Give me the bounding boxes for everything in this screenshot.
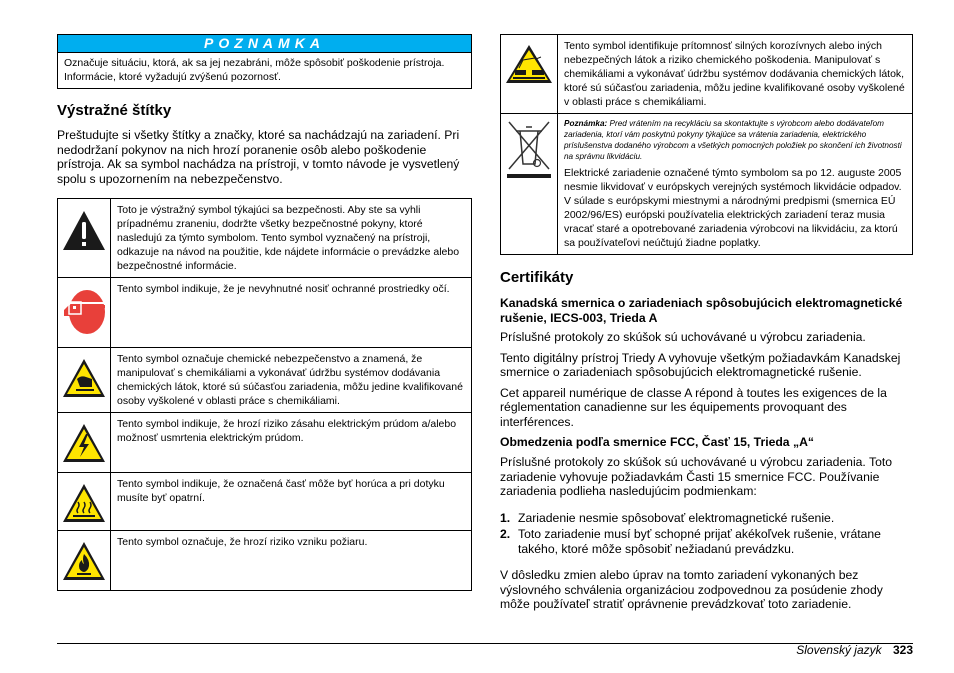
symbol-icon-cell	[58, 348, 111, 413]
page-footer	[796, 643, 913, 657]
canada-p1: Príslušné protokoly zo skúšok sú uchovávané u výrobcu zariadenia.	[500, 330, 866, 344]
symbol-row	[58, 413, 472, 473]
symbol-description: Tento symbol indikuje, že je nevyhnutné nosiť ochranné prostriedky očí.	[111, 278, 472, 348]
page-number: 323	[892, 643, 913, 657]
footer-divider	[57, 643, 913, 644]
left-column	[57, 34, 472, 591]
symbol-row	[58, 531, 472, 591]
hot-surface-icon	[61, 482, 107, 524]
warning-labels-intro: Preštudujte si všetky štítky a značky, ktoré sa nachádzajú na zariadení. Pri nedodržaní pokynov na nich hrozí poranenie osôb alebo poškodenie prístroja. Ak sa symbol nachádza na prístroji, v tomto návode je vysvetlený spolu s upozornením na nebezpečenstvo.	[57, 128, 460, 186]
symbol-row	[58, 278, 472, 348]
corrosive-icon	[504, 43, 554, 85]
canada-p3: Cet appareil numérique de classe A répond à toutes les exigences de la réglementation canadienne sur les équipements provoquant des interférences.	[500, 385, 887, 429]
fcc-heading: Obmedzenia podľa smernice FCC, Časť 15, Trieda „A“	[500, 435, 814, 449]
condition-number: 2.	[500, 527, 511, 541]
symbol-description: Tento symbol označuje, že hrozí riziko vzniku požiaru.	[111, 531, 472, 591]
fcc-p1: Príslušné protokoly zo skúšok sú uchovávané u výrobcu zariadenia. Toto zariadenie vyhovuje požiadavkám Časti 15 smernice FCC. Používanie zariadenia podlieha nasledujúcim podmienkam:	[500, 455, 893, 498]
disposal-symbols-table	[500, 34, 913, 255]
notice-box	[57, 34, 472, 89]
electric-shock-icon	[61, 422, 107, 464]
weee-cell	[558, 114, 913, 255]
canada-p2: Tento digitálny prístroj Triedy A vyhovuje všetkým požiadavkám Kanadskej smernice o zariadeniach spôsobujúcich elektromagnetické rušenie.	[500, 350, 901, 379]
symbol-description: Tento symbol indikuje, že označená časť môže byť horúca a pri dotyku musíte byť opatrní.	[111, 473, 472, 531]
symbol-icon-cell	[58, 473, 111, 531]
warning-labels-heading: Výstražné štítky	[57, 102, 172, 119]
condition-text: Toto zariadenie musí byť schopné prijať akékoľvek rušenie, vrátane takého, ktoré môže spôsobiť nežiadanú prevádzku.	[518, 527, 881, 556]
chemical-hazard-icon	[61, 357, 107, 399]
condition-number: 1.	[500, 510, 511, 525]
certificates-heading: Certifikáty	[500, 269, 574, 286]
symbol-icon-cell	[501, 114, 558, 255]
safety-alert-icon	[61, 209, 107, 253]
weee-description: Elektrické zariadenie označené týmto symbolom sa po 12. auguste 2005 nesmie likvidovať v európskych verejných systémoch likvidácie odpadov. V súlade s európskymi miestnymi a národnými predpismi (smernica EÚ 2002/96/ES) európski používatelia elektrických zariadení teraz musia vracať staré a opotrebované zariadenia výrobcovi na likvidáciu, za ktorú sa používateľovi neúčtujú žiadne poplatky.	[564, 167, 902, 249]
symbol-description: Tento symbol indikuje, že hrozí riziko zásahu elektrickým prúdom a/alebo možnosť usmrtenia elektrickým prúdom.	[111, 413, 472, 473]
symbol-description: Tento symbol identifikuje prítomnosť silných korozívnych alebo iných nebezpečných látok a riziko chemického poškodenia. Manipulovať s chemikáliami a vykonávať údržbu systémov dodávania chemických látok, ktoré sú súčasťou zariadenia, môžu jedine kvalifikované osoby vyškolené v oblasti práce s chemikáliami.	[558, 35, 913, 114]
symbol-description: Toto je výstražný symbol týkajúci sa bezpečnosti. Aby ste sa vyhli prípadnému zraneniu, dodržte všetky bezpečnostné pokyny, ktoré nasledujú za týmto symbolom. Tento symbol vyznačený na prístroji, odkazuje na návod na použitie, kde nájdete informácie o prevádzke alebo bezpečnostné informácie.	[111, 199, 472, 278]
right-column	[500, 34, 913, 612]
symbol-row	[58, 348, 472, 413]
symbol-row	[58, 199, 472, 278]
condition-item	[500, 527, 913, 556]
symbol-icon-cell	[58, 413, 111, 473]
note-label: Poznámka:	[564, 119, 608, 128]
notice-text: Označuje situáciu, ktorá, ak sa jej nezabráni, môže spôsobiť poškodenie prístroja. Informácie, ktoré vyžadujú zvýšenú pozornosť.	[64, 57, 445, 83]
recycling-note	[564, 118, 906, 162]
symbol-icon-cell	[58, 531, 111, 591]
symbol-icon-cell	[501, 35, 558, 114]
fire-hazard-icon	[61, 540, 107, 582]
symbol-description: Tento symbol označuje chemické nebezpečenstvo a znamená, že manipulovať s chemikáliami a vykonávať údržbu systémov dodávania chemických látok, ktoré sú súčasťou zariadenia, môžu jedine kvalifikované osoby vyškolené v oblasti práce s chemikáliami.	[111, 348, 472, 413]
symbol-row	[501, 114, 913, 255]
notice-title: POZNAMKA	[58, 35, 471, 53]
symbol-icon-cell	[58, 278, 111, 348]
condition-item	[500, 511, 913, 526]
crossed-bin-icon	[504, 119, 554, 181]
note-text: Pred vrátením na recykláciu sa skontaktujte s výrobcom alebo dodávateľom zariadenia, ktorí vám poskytnú pokyny týkajúce sa vrátenia zariadenia, elektrického príslušenstva dodaného výrobcom a všetkých pomocných položiek po skončení ich životnosti na správnu likvidáciu.	[564, 119, 902, 161]
fcc-conditions	[500, 511, 913, 557]
eye-protection-icon	[61, 286, 107, 336]
condition-text: Zariadenie nesmie spôsobovať elektromagnetické rušenie.	[518, 510, 835, 525]
symbol-row	[58, 473, 472, 531]
fcc-p2: V dôsledku zmien alebo úprav na tomto zariadení vykonaných bez výslovného schválenia organizáciou zodpovednou za posúdenie zhody môže používateľ stratiť oprávnenie prevádzkovať toto zariadenie.	[500, 568, 883, 611]
warning-symbols-table	[57, 198, 472, 591]
canada-heading: Kanadská smernica o zariadeniach spôsobujúcich elektromagnetické rušenie, IECS-003, Trieda A	[500, 296, 903, 325]
symbol-row	[501, 35, 913, 114]
symbol-icon-cell	[58, 199, 111, 278]
footer-language: Slovenský jazyk	[796, 643, 882, 657]
